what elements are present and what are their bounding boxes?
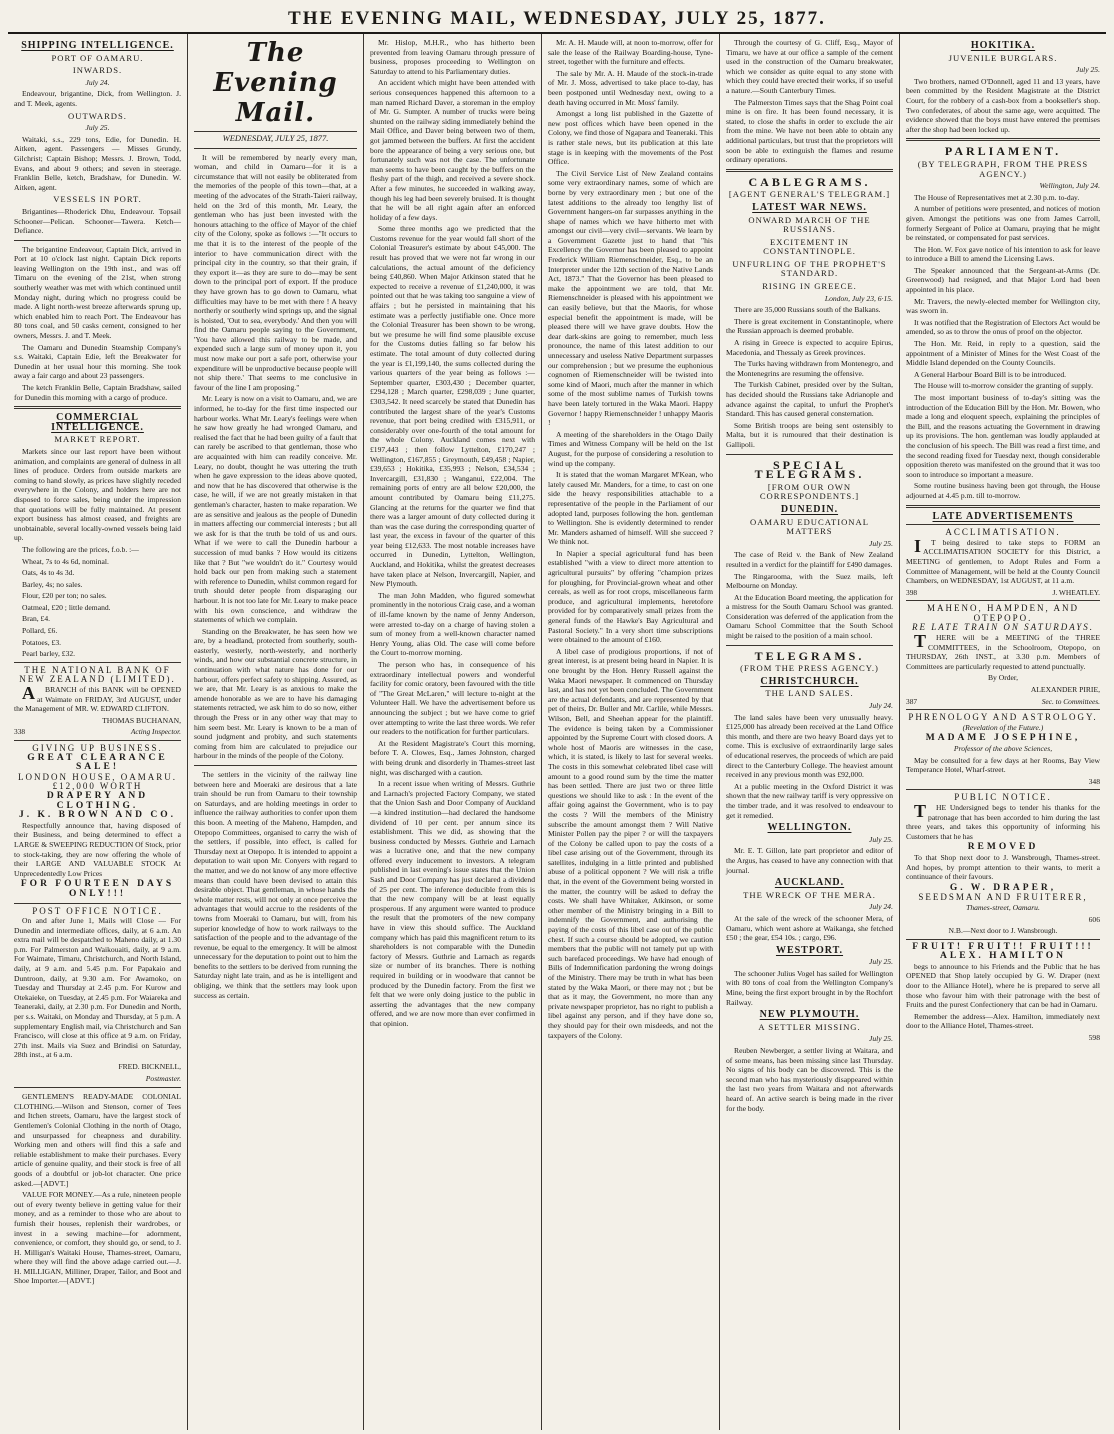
editorial-paragraph: The settlers in the vicinity of the railway line between here and Moeraki are desirous that a late train should be run from Oamaru to their township on Saturdays, and are holding meetings in order to influence the railway authorities to confer upon them this boon. A meeting of the Maheno, Hampden, and Otepopo Committees, organised to carry the wish of the settlers, if possible, into effect, is called for Thursday next at Otepopo. It is intended to appoint a deputation to wait upon Mr. Conyers with regard to the matter, and we do not know of any more effective means than could have been devised to attain this desirable object. That gentleman, in whose hands the whole matter rests, will not only at once perceive the advantages that would accrue to the residents of the towns from Moeraki to Oamaru, but will, from his superior knowledge of how to work railways to the satisfaction of the people and to the advantage of the revenue, be equal to the emergency. It will be almost unnecessary for the deputation to point out to him the benefits to the settlers to be derived from running the Saturday night late train, and as he is intelligent and obliging, we think that the settlers may look upon success as certain. — [194, 770, 357, 1000]
giving-up-heading: GIVING UP BUSINESS. — [32, 743, 163, 753]
war-paragraph: The Turks having withdrawn from Montenegro, and the Montenegrins are resuming the offensive. — [726, 359, 893, 378]
inwards-heading: INWARDS. — [72, 65, 123, 76]
news-paragraph: It is stated that the woman Margaret M'Kean, who lately caused Mr. Manders, for a time, to cast on one side the heavy responsibilities attachable to a representative of the people in the Parliament of our adopted land, purposes following the hon. gentleman to Wellington. She is evidently determined to render Mr. Manders ashamed of himself. Will she succeed ? We think not. — [548, 470, 713, 547]
war-dateline: London, July 23, 6·15. — [824, 293, 893, 303]
new-plymouth-heading: NEW PLYMOUTH. — [759, 1009, 860, 1021]
inwards-date: July 24. — [85, 77, 110, 87]
war-paragraph: A rising in Greece is expected to acquire Epirus, Macedonia, and Thessaly as Greek provinces. — [726, 338, 893, 357]
public-notice-advert — [906, 789, 1100, 935]
war-subheading: EXCITEMENT IN CONSTANTINOPLE. — [763, 236, 856, 257]
bank-heading: THE NATIONAL BANK OF NEW ZEALAND (LIMITED). — [19, 664, 176, 685]
telegram-paragraph: The case of Reid v. the Bank of New Zealand resulted in a verdict for the plaintiff for £490 damages. — [726, 550, 893, 569]
telegram-paragraph: The schooner Julius Vogel has sailed for Wellington with 80 tons of coal from the Wellington Company's Mine, being the first export brought in by the Rochfort Railway. — [726, 968, 893, 1007]
price-item: Oatmeal, £20 ; little demand. — [22, 602, 111, 612]
phrenology-subheading: (Revelation of the Future.) — [962, 722, 1044, 732]
price-item: Bran, £4. — [22, 614, 51, 624]
post-office-notice — [14, 903, 181, 1084]
bank-text: ABRANCH of this BANK will be OPENED at Waimate on FRIDAY, 3rd AUGUST, under the Management of MR. W. EDWARD CLIFTON. — [14, 683, 181, 714]
special-subheading: [FROM OUR OWN CORRESPONDENTS.] — [759, 481, 860, 502]
late-train-role: Sec. to Committees. — [1041, 696, 1100, 706]
post-role: Postmaster. — [145, 1073, 181, 1083]
column-6 — [900, 34, 1106, 1430]
acclimatisation-text: IT being desired to take steps to FORM an ACCLIMATISATION SOCIETY for this District, a MEETING of gentlemen, to Adopt Rules and Form a Committee of Management, will be held at the County Council Chambers, on WEDNESDAY, 1st AUGUST, at 11 a.m. — [906, 535, 1100, 586]
news-paragraph: The Civil Service List of New Zealand contains some very extraordinary names, some of which are borne by very extraordinary men ; but one of the latest additions to the already too lengthy list of Government hangers-on far surpasses anything in the shape of names which we have hitherto met with amongst our civil—very civil—servants. We learn by a Government Gazette just to hand that "his Excellency the Governor has been pleased to appoint Frederick William Riemenschneider, Esq., to be an Interpreter under the 12th section of the Native Lands Act, 1873." That the Governor has been pleased to make the appointment we are told, that Mr. Riemenschneider is pleased with his appointment we can easily believe, but that the Maoris, for whose especial benefit the appointment is made, will be pleased there will we have grave doubts. How the dear dark-skins are going to remember, much less pronounce, the name of this latest addition to our unnecessary and useless Native Department surpasses our comprehension ; but we presume the euphonious cognomen of Riemenschneider will be twisted into some kind of Maori, much after the manner in which some of the most sublime names of Turkish towns have been lately tortured in the Waka Maori. Happy Governor ! happy Riemenschneider ! unhappy Maoris ! — [548, 168, 713, 428]
public-notice-text: THE Undersigned begs to tender his thanks for the patronage that has been accorded to him during the last three years, and takes this opportunity of informing his Customers that he has — [906, 800, 1100, 841]
cablegrams-subheading: [AGENT GENERAL'S TELEGRAM.] — [728, 189, 891, 200]
vessels-text: Brigantines—Rhoderick Dhu, Endeavour. Topsail Schooner—Pelican. Schooner—Tawera. Ketch—Defiance. — [14, 206, 181, 236]
mera-heading: THE WRECK OF THE MERA. — [743, 889, 876, 900]
westport-date: July 25. — [868, 957, 893, 967]
madame-heading: MADAME JOSEPHINE, — [925, 733, 1081, 744]
draper-signature: G. W. DRAPER, — [949, 882, 1057, 893]
news-paragraph: An accident which might have been attended with serious consequences happened this afternoon to a man named Richard Daver, a storeman in the employ of Mr. G. Sumpter. A number of trucks were being shunted on the railway siding immediately behind the Mail Office, and Daver being between two of them, got jammed between the buffers. At first the accident bore the appearance of being a very serious one, but fortunately such was not the case. The unfortunate man seems to have been caught by the buffers on the fleshy part of the thigh, and received a severe shock. After a few minutes, he succeeded in walking away, though his leg had been severely bruised. It is thought that he will be all right again after an enforced holiday of a few days. — [370, 78, 535, 222]
news-paragraph: In Napier a special agricultural fund has been established "with a view to direct more attention to agricultural pursuits" by offering "champion prizes for ploughing, for Provincial-grown wheat and other cereals, as well as for root crops, miscellaneous farm produce, and agricultural implements, heretofore provided for by comparatively small prizes from the general funds of the Hawke's Bay Agricultural and Pastoral Society." In a very short time subscriptions were obtained to the amount of £160. — [548, 548, 713, 645]
outwards-text: Waitaki, s.s., 229 tons, Edie, for Dunedin. H. Aitken, agent. Passengers — Misses Grundy, Gilchrist; Captain Bishop; Messrs. J. Brown, Todd, Evans, and about 9 others; and seven in steerage. Franklin Belle, ketch, Bradshaw, for Dunedin. W. Aitken, agent. — [14, 134, 181, 192]
price-item: Flour, £20 per ton; no sales. — [22, 591, 107, 601]
late-train-order: By Order, — [987, 673, 1019, 683]
draper-role: SEEDSMAN AND FRUITERER, — [918, 892, 1088, 903]
telegrams-heading: TELEGRAMS. — [754, 648, 865, 663]
war-paragraph: There is great excitement in Constantinople, where the Russian approach is deemed probable. — [726, 316, 893, 336]
news-paragraph: Some three months ago we predicted that the Customs revenue for the year would fall short of the Colonial Treasurer's estimate by about £45,000. The result has proved that we were not far wrong in our calculations, the actual amount of the deficiency being £40,860. When Major Atkinson stated that he expected to receive a revenue of £1,240,000, it was pointed out that he was taking too sanguine a view of affairs ; but he persisted in maintaining that his estimate was a perfectly justifiable one. Once more the Colonial Treasurer has been shown to be wrong, but we presume he will find some plausible excuse for the Customs duties falling so far below his estimate. The total amount of duty collected during the year is £1,199,140, the sums collected during the various quarters of the year being as follows :—September quarter, £303,430 ; December quarter, £294,128 ; March quarter, £298,039 ; June quarter, £303,542. It need scarcely be stated that Dunedin has contributed the largest share of the year's Customs revenue, that port being credited with £315,911, or considerably over one-fourth of the total amount for the whole Colony. Auckland comes next with £197,443 ; then follow Lyttelton, £170,247 ; Wellington, £167,855 ; Greymouth, £49,458 ; Napier, £39,653 ; Hokitika, £35,993 ; Nelson, £34,534 ; Invercargill, £31,830 ; Wanganui, £22,004. The remaining ports of entry are all below £20,000, the amount contributed by Oamaru being £11,275. Glancing at the returns for the quarter we find that there was a larger amount of duty collected during it than was the case during the corresponding quarter of last year, the excess in favour of the quarter of this year being £12,633. The most notable increases have occurred in Dunedin, Lyttelton, Wellington, Auckland, and Hokitika, whilst the greatest decreases have taken place at Nelson, Invercargill, Napier, and New Plymouth. — [370, 224, 535, 589]
brown-text: Respectfully announce that, having disposed of their Business, and being determined to effect a LARGE & SWEEPING REDUCTION Of Stock, prior to stock-taking, they are now offering the whole of their LARGE AND VALUABLE STOCK At Unprecedentedly Low Prices — [14, 820, 181, 878]
hokitika-heading: HOKITIKA. — [970, 40, 1036, 51]
parliament-heading: PARLIAMENT. — [944, 144, 1062, 159]
worth: £12,000 WORTH — [52, 781, 143, 792]
late-train-heading: RE LATE TRAIN ON SATURDAYS. — [911, 622, 1095, 633]
advert-number: 398 — [906, 587, 918, 597]
advert-number: 348 — [1088, 776, 1100, 786]
outwards-date: July 25. — [85, 123, 110, 133]
column-1 — [8, 34, 188, 1430]
advert-paragraph: VALUE FOR MONEY.—As a rule, nineteen people out of every twenty believe in getting value for their money, and as a reminder to those who are about to furnish their houses, replenish their wardrobes, or invest in a sewing machine—for adornment, convenience, or comfort, they should go, or send, to J. H. Milligan's Waitaki House, Thames-street, Oamaru, where they will find the above adage carried out.—J. H. MILLIGAN, Milliner, Draper, Tailor, and Boot and Shoe Importer.—[ADVT.] — [14, 1190, 181, 1286]
news-paragraph: Mr. Hislop, M.H.R., who has hitherto been prevented from leaving Oamaru through pressure of business, proposes proceeding to Wellington on Saturday to attend to his Parliamentary duties. — [370, 38, 535, 76]
parliament-paragraph: The House will to-morrow consider the granting of supply. — [914, 381, 1093, 391]
late-train-text: THERE will be a MEETING of the THREE COMMITTEES, in the Schoolroom, Otepopo, on THURSDAY, 26th INST., at 3.30 p.m. Members of Committees are particularly requested to attend punctually. — [906, 631, 1100, 671]
parliament-paragraph: It was notified that the Registration of Electors Act would be amended, so as to throw the onus of proof on the objector. — [906, 317, 1100, 337]
war-news-heading: LATEST WAR NEWS. — [752, 201, 867, 213]
war-subheading: RISING IN GREECE. — [762, 281, 857, 292]
shipping-heading: SHIPPING INTELLIGENCE. — [21, 40, 174, 51]
masthead: THE EVENING MAIL, WEDNESDAY, JULY 25, 1877. — [8, 6, 1106, 34]
war-subheading: UNFURLING OF THE PROPHET'S STANDARD. — [732, 258, 887, 279]
price-item: Wheat, 7s to 4s 6d, nominal. — [22, 556, 109, 566]
clearance-advert — [14, 740, 181, 900]
brown-heading: J. K. BROWN AND CO. — [18, 810, 177, 821]
price-item: Pollard, £6. — [22, 626, 58, 636]
late-train-signature: ALEXANDER PIRIE, — [1030, 685, 1100, 695]
draper-nb: N.B.—Next door to J. Wansbrough. — [948, 926, 1058, 936]
shipping-paragraph: The ketch Franklin Belle, Captain Bradshaw, sailed for Dunedin this morning with a cargo of produce. — [14, 383, 181, 402]
news-paragraph: The person who has, in consequence of his extraordinary intellectual powers and wonderful facility for comic oratory, been favoured with the title of "The Great McLaren," will lecture to-night at the Volunteer Hall. We have the advertisement before us announcing the subject ; but we have come to grief over attempting to write the last three words. We refer our readers to the notification for further particulars. — [370, 660, 535, 737]
cablegrams-heading: CABLEGRAMS. — [748, 174, 871, 189]
vessels-heading: VESSELS IN PORT. — [53, 194, 142, 205]
drapery-heading: DRAPERY AND CLOTHING. — [46, 790, 149, 811]
public-notice-heading: PUBLIC NOTICE. — [954, 792, 1052, 803]
hamilton-text: Remember the address—Alex. Hamilton, immediately next door to the Alliance Hotel, Thames-street. — [906, 1011, 1100, 1031]
market-text: Markets since our last report have been without animation, and complaints are general of dulness in all lines of produce. Orders from outside markets are coming to hand slowly, as prices have slightly receded everywhere in the Colony, and holders here are not disposed to force sales, being under the impression that quotations will be fully maintained. At present export business has almost ceased, and freights are unobtainable, several locally-owned vessels being laid up. — [14, 446, 181, 543]
acclimatisation-advert — [906, 524, 1100, 597]
parliament-paragraph: A General Harbour Board Bill is to be introduced. — [914, 369, 1067, 379]
advert-number: 387 — [906, 696, 918, 706]
editorial-paragraph: Mr. Leary is now on a visit to Oamaru, and, we are informed, he to-day for the first time inspected our harbour works. What Mr. Leary's feelings were when he saw how greatly he had wronged Oamaru, and realised the fact that he had been guilty of a fault that can rarely be ascribed to that gentleman, those who are acquainted with him can readily conceive. Mr. Leary, no doubt, thought he was uttering the truth when he gave expression to the ideas above quoted, and now that he has discovered that otherwise is the case, he will, if we are not greatly mistaken in that gentleman's character, hasten to make reparation. We are as sensitive and jealous as the people of Dunedin in matters affecting our commercial interests ; but all we ask for is that the truth be told of us and ours. What if we were to call the Dunedin harbour a succession of mud banks ? How would its citizens like that ? But "we wouldn't do it." Courtesy would hold back our pen from making such a statement with reference to Dunedin, whilst common regard for truth should deter people from disparaging our harbour. It is not too late for Mr. Leary to make peace with his own conscience, and withdraw the statements of which we complain. — [194, 394, 357, 625]
late-train-advert — [906, 600, 1100, 706]
dunedin-heading: DUNEDIN. — [780, 503, 839, 515]
clearance-heading: GREAT CLEARANCE SALE! — [27, 752, 168, 773]
telegram-paragraph: At the Education Board meeting, the application for a mistress for the South Oamaru School was granted. Consideration was deferred of the application from the Oamaru School Committee that the South School might be raised to the position of a main school. — [726, 592, 893, 641]
news-paragraph: Through the courtesy of G. Cliff, Esq., Mayor of Timaru, we have at our office a sample of the cement used in the construction of the Oamaru breakwater, which we consider as quite equal to any stone with which they could have erected their works, if so useful a nature.—South Canterbury Times. — [726, 38, 893, 95]
phrenology-heading: PHRENOLOGY AND ASTROLOGY. — [908, 712, 1098, 723]
land-sales-heading: THE LAND SALES. — [765, 688, 854, 699]
news-paragraph: The Palmerston Times says that the Shag Point coal mine is on fire. It has been found necessary, it is stated, to close the shafts in order to exclude the air from the mine. We have not been able to obtain any additional particulars, but trust that the proprietors will soon be able to extinguish the flames and resume ordinary operations. — [726, 97, 893, 165]
paper-title: The Evening Mail. — [213, 38, 338, 128]
education-heading: OAMARU EDUCATIONAL MATTERS — [750, 516, 869, 537]
land-date: July 24. — [868, 701, 893, 711]
news-paragraph: At the Resident Magistrate's Court this morning, before T. A. Clowes, Esq., James Johnston, charged with being drunk and disorderly in Thames-street last night, was discharged with a caution. — [370, 738, 535, 777]
advert-number: 338 — [14, 727, 26, 737]
war-paragraph: The Turkish Cabinet, presided over by the Sultan, has decided should the Russians take Adrianople and advance against the capital, to unfurl the Prophet's Standard. This has caused general consternation. — [726, 380, 893, 419]
war-subheading: ONWARD MARCH OF THE RUSSIANS. — [748, 214, 871, 235]
telegram-paragraph: At a public meeting in the Oxford District it was shown that the new railway tariff is very oppressive on the timber trade, and it was resolved to endeavour to get it remedied. — [726, 781, 893, 820]
telegram-paragraph: Reuben Newberger, a settler living at Waitara, and of some means, has been missing since last Thursday. No signs of his body can be discovered. This is the second man who has mysteriously disappeared within the last two years from Waitara and not afterwards heard of. An active search is being made in the river for the body. — [726, 1046, 893, 1113]
editorial-title-block — [194, 38, 357, 149]
column-4 — [542, 34, 720, 1430]
war-paragraph: Some British troops are being sent ostensibly to Malta, but it is rumoured that their destination is Gallipoli. — [726, 420, 893, 449]
telegram-paragraph: Mr. E. T. Gillon, late part proprietor and editor of the Argus, has ceased to have any connection with that journal. — [726, 846, 893, 875]
news-paragraph: The sale by Mr. A. H. Maude of the stock-in-trade of Mr. J. Moss, advertised to take place to-day, has been postponed until Wednesday next, owing to a death having occurred in Mr. Moss' family. — [548, 68, 713, 107]
post-heading: POST OFFICE NOTICE. — [32, 905, 163, 916]
new-plymouth-date: July 25. — [868, 1034, 893, 1044]
burglars-date: July 25. — [1075, 65, 1100, 75]
shipping-paragraph: The brigantine Endeavour, Captain Dick, arrived in Port at 10 o'clock last night. Captain Dick reports leaving Wellington on the 19th inst., and was off Timaru on the evening of the 21st, when strong southerly weather was met with which continued until Monday night, during which no progress could be made. A light north-west breeze afterwards sprung up, which enabled him to reach Port. The Endeavour has 80 tons coal, and 50 casks cement, consigned to her owners, Messrs. J. and T. Meek. — [14, 244, 181, 341]
advert-number: 598 — [1088, 1033, 1100, 1043]
fruit-advert — [906, 939, 1100, 1043]
burglars-heading: JUVENILE BURGLARS. — [948, 52, 1058, 63]
draper-address: Thames-street, Oamaru. — [966, 902, 1040, 912]
telegram-paragraph: The Ringarooma, with the Suez mails, left Melbourne on Monday. — [726, 571, 893, 591]
bank-signature: THOMAS BUCHANAN, — [102, 715, 181, 725]
news-paragraph: In a recent issue when writing of Messrs. Guthrie and Larnach's projected Factory Company, we stated that the Union Sash and Door Company of Auckland—a kindred institution—had declared the handsome dividend of 10 per cent. per annum since its establishment. This we did, as showing that the business conducted by Messrs. Guthrie and Larnach was a lucrative one, and that the new company offered every inducement to investors. A telegram published in last evening's issue states that the Union Sash and Door Company has just declared a dividend of 25 per cent. The inference deducible from this is that the new company will be at least equally prosperous. If any argument were wanted to produce the result that the promoters of the new company have in view this should suffice. The Auckland company which has paid this magnificent return to its shareholders is not comparable with the Dunedin factory of Messrs. Guthrie and Larnach as regards size or number of its branches. There is nothing required in building or in woodware that cannot be produced by the Dunedin factory. From the first we felt that we were only doing justice to the public in asserting the advantages that the new company offered, and we are now more than ever confirmed in that opinion. — [370, 779, 535, 1028]
madame-text: May be consulted for a few days at her Rooms, Bay View Temperance Hotel, Wharf-street. — [906, 755, 1100, 775]
education-date: July 25. — [868, 538, 893, 548]
editorial-date: WEDNESDAY, JULY 25, 1877. — [194, 131, 357, 144]
public-notice-text: To that Shop next door to J. Wansbrough, Thames-street. And hopes, by prompt attention to their wants, to merit a continuance of their favours. — [906, 852, 1100, 882]
hamilton-heading: ALEX. HAMILTON — [940, 951, 1066, 962]
madame-role: Professor of the above Sciences, — [953, 744, 1053, 753]
removed-heading: REMOVED — [967, 842, 1039, 853]
column-5 — [720, 34, 900, 1430]
westport-heading: WESTPORT. — [775, 944, 844, 956]
column-3 — [364, 34, 542, 1430]
settler-missing-heading: A SETTLER MISSING. — [758, 1021, 861, 1032]
late-advertisements-heading: LATE ADVERTISEMENTS — [932, 510, 1074, 522]
maheno-heading: MAHENO, HAMPDEN, AND OTEPOPO. — [926, 603, 1079, 623]
price-item: Barley, 4s; no sales. — [22, 579, 83, 589]
price-item: Potatoes, £3. — [22, 637, 62, 647]
hamilton-text: begs to announce to his Friends and the Public that he has OPENED that Shop lately occupied by G. W. Draper (next door to the Alliance Hotel), where he is prepared to serve all those who favour him with their patronage with the best of Fruits and the purest Confectionery that can be had in Oamaru. — [906, 961, 1100, 1010]
port-heading: PORT OF OAMARU. — [51, 52, 144, 63]
inwards-text: Endeavour, brigantine, Dick, from Wellington. J. and T. Meek, agents. — [14, 89, 181, 108]
telegrams-subheading: (FROM THE PRESS AGENCY.) — [740, 663, 879, 674]
mera-date: July 24. — [868, 902, 893, 912]
parliament-paragraph: The Speaker announced that the Sergeant-at-Arms (Dr. Greenwood) had resigned, and that Major Lord had been appointed in his place. — [906, 265, 1100, 295]
telegram-paragraph: The land sales have been very unusually heavy. £125,000 has already been received at the Land Office this month, and there are two heavy Board days yet to come. This is exclusive of extraordinarily large sales of educational reserves, the proceeds of which are paid direct to the Canterbury College. The heaviest amount received in any previous month was £92,000. — [726, 712, 893, 780]
special-telegrams-heading: SPECIAL TELEGRAMS. — [754, 457, 865, 482]
fruit-heading: FRUIT! FRUIT!! FRUIT!!! — [912, 941, 1094, 952]
news-paragraph: Mr. A. H. Maude will, at noon to-morrow, offer for sale the lease of the Railway Boarding-house, Tyne-street, together with the furniture and effects. — [548, 38, 713, 67]
column-2 — [188, 34, 364, 1430]
telegram-paragraph: Two brothers, named O'Donnell, aged 11 and 13 years, have been committed by the Resident Magistrate at the District Court, for the robbery of a cash-box from a bookseller's shop. Two confederates, of about the same age, were acquitted. The evidence showed that the boys must have entered the premises after the shop had been locked up. — [906, 76, 1100, 134]
parliament-subheading: (BY TELEGRAPH, FROM THE PRESS AGENCY.) — [917, 158, 1089, 179]
war-paragraph: There are 35,000 Russians south of the Balkans. — [734, 305, 881, 315]
london-house: LONDON HOUSE, OAMARU. — [18, 771, 177, 782]
post-text: On and after June 1, Mails will Close — For Dunedin and intermediate offices, daily, at 6 a.m. An extra mail will be despatched to Maheno daily, at 1.30 p.m. For Palmerston and Waikouaiti, daily, at 9 a.m. For Waimate, Timaru, Christchurch, and North Island, daily, at 9 a.m. and 5.45 p.m. For Papakaio and Duntroon, daily, at 9.30 a.m. For Awamoko, on Tuesday and Thursday at 2.45 p.m. For Kurow and Otekaieke, on Tuesday, at 2.45 p.m. For Waiareka and Teaneraki, daily, at 2.30 p.m. For Dunedin and North, per s.s. Waitaki, on Monday and Thursday, at 5 p.m. A supplementary English mail, via Christchurch and San Francisco, will close at this office at 9 a.m. on Friday, 27th inst. Mails via Suez and Brindisi on Saturday, 28th inst., at 6 a.m. — [14, 916, 181, 1060]
news-paragraph: The man John Madden, who figured somewhat prominently in the notorious Craig case, and a woman of ill-fame known by the name of Jenny Anderson, were arrested to-day on a charge of having stolen a sum of money from a well-known character named Henry Young, alias Old. The case will come before the Court to-morrow morning. — [370, 590, 535, 658]
acclimatisation-heading: ACCLIMATISATION. — [945, 527, 1061, 538]
parliament-paragraph: Some routine business having been got through, the House adjourned at 4.45 p.m. till to-morrow. — [906, 481, 1100, 500]
news-paragraph: A meeting of the shareholders in the Otago Daily Times and Witness Company will be held on the 1st August, for the purpose of considering a resolution to wind up the company. — [548, 429, 713, 468]
phrenology-advert — [906, 709, 1100, 786]
news-paragraph: A libel case of prodigious proportions, if not of great interest, is at present being heard in Napier. It is one brought by the Hon. Henry Russell against the Waka Maori newspaper. It commenced on Thursday last, and has not yet been concluded. The Government are the actual defendants, and are represented by that pet of theirs, Dr. Buller and Mr. Carlile, while Messrs. Wilson, Bell, and Sheehan appear for the plaintiff. The evidence is being taken by a Commissioner appointed by the Supreme Court with closed doors. A whole host of Maoris are witnesses in the case, which, it is stated, is likely to last for several weeks. The costs in this somewhat celebrated libel case will amount to a good round sum by the time the matter has been settled. There are just two or three little questions we should like to ask : In the event of the affair going against the Government, who is to pay the costs ? Will the members of the Ministry subscribe the amount amongst them ? Will Native Minister Pollen pay the piper ? or will the taxpayers of the Colony be called upon to pay the costs of a libel case arising out of the Government, through its satellites, indulging in a little printed and published abuse of a political opponent ? We will risk a trifle that, in the event of the Government being worsted in the matter, the country will be asked to defray the costs. We shall have Whitaker, Atkinson, or some other member of the Ministry bringing in a Bill to indemnify the Government, and authorising the paying of the costs of this libel case out of the public chest. If such a course should be adopted, we caution members that the public will not tamely put up with such barefaced proceedings. We have had enough of Bills of Indemnification pardoning the wrong doings of the Ministry. There may be truth in what has been stated by the Waka Maori, or there may not ; but be that as it may, the Government, no more than any private newspaper proprietor, has no right to publish a libel against any person, and if they have done so, they should pay for their own misdeeds, and not the taxpayers of the Colony. — [548, 646, 713, 1040]
wellington-date: July 25. — [868, 834, 893, 844]
post-signature: FRED. BICKNELL, — [118, 1062, 181, 1071]
fortnight-heading: FOR FOURTEEN DAYS ONLY!!! — [20, 879, 175, 899]
news-paragraph: Amongst a long list published in the Gazette of new post offices which have been opened in the Colony, we find those of Ngapara and Teaneraki. This is rather stale news, but its publication at this late stage is in keeping with the movements of the Post Office. — [548, 109, 713, 167]
price-item: Oats, 4s to 4s 3d. — [22, 568, 75, 578]
telegram-paragraph: At the sale of the wreck of the schooner Mera, of Oamaru, which went ashore at Waikanga, she fetched £50 ; the gear, £54 10s. ; cargo, £96. — [726, 913, 893, 943]
bank-advert — [14, 662, 181, 737]
advert-paragraph: GENTLEMEN'S READY-MADE COLONIAL CLOTHING.—Wilson and Stenson, corner of Tees and Itchen streets, Oamaru, have the largest stock of Gentlemen's Colonial Clothing in the north of Otago, and unsurpassed for cheapness and durability. Working men and others will find this a safe and reliable establishment to make their purchases. Every article of genuine quality, and their stock is free of all goods of a doubtful or job-lot character. One price asked.—[ADVT.] — [14, 1092, 181, 1188]
parliament-paragraph: Mr. Travers, the newly-elected member for Wellington city, was sworn in. — [906, 296, 1100, 316]
parliament-paragraph: The House of Representatives met at 2.30 p.m. to-day. — [914, 192, 1080, 202]
parliament-paragraph: The Hon. Mr. Reid, in reply to a question, said the appointment of a Minister of Mines for the West Coast of the Middle Island depended on the County Councils. — [906, 339, 1100, 368]
parliament-paragraph: The Hon. W. Fox gave notice of his intention to ask for leave to introduce a Bill to amend the Licensing Laws. — [906, 244, 1100, 264]
parliament-date: Wellington, July 24. — [1039, 181, 1100, 191]
wellington-heading: WELLINGTON. — [767, 822, 852, 834]
auckland-heading: AUCKLAND. — [774, 877, 845, 889]
acclimatisation-signature: J. WHEATLEY. — [1052, 587, 1100, 597]
shipping-paragraph: The Oamaru and Dunedin Steamship Company's s.s. Waitaki, Captain Edie, left the Breakwater for Dunedin at her usual hour this morning. She took away a fair cargo and about 23 passengers. — [14, 342, 181, 381]
christchurch-heading: CHRISTCHURCH. — [760, 675, 859, 687]
columns — [8, 34, 1106, 1430]
bank-role: Acting Inspector. — [130, 727, 181, 737]
commercial-heading: COMMERCIAL INTELLIGENCE. — [51, 412, 144, 433]
parliament-paragraph: A number of petitions were presented, and notices of motion given. Amongst the petitions was one from James Carroll, formerly Sergeant of Police at Oamaru, praying that he might be reinstated, or compensated for past services. — [906, 204, 1100, 243]
advert-number: 606 — [1088, 914, 1100, 924]
price-list — [14, 557, 181, 659]
market-heading: MARKET REPORT. — [54, 434, 141, 445]
editorial-paragraph: It will be remembered by nearly every man, woman, and child in Oamaru—for it is a circumstance that will not easily be obliterated from the memories of the people of this town—that, at a meeting of the advocates of the Strath-Taieri railway, held on the 3rd of this month, Mr. Leary, the gentleman who has just been invested with the honours attaching to the office of Mayor of the chief city of the Colony, spoke as follows :—"It occurs to me that it is to the interest of the people of the interior to have communication direct with the principal city in the country, so that their grain, if they export it—as they are sure to do—may be sent down to the principal port of export. If the produce they have grown has to go down to Oamaru, what difficulties may have to be met with there ! A heavy northerly or southerly wind springs up, and the signal is hoisted, 'Out to sea, everybody.' And then you will find the Oamaru people saying to the Government, 'You have allowed this railway to be made, and expended such a large sum of money upon it, you must now make our port a safe port, otherwise your expenditure will be unproductive because people will not ship there.' That seems to me conclusive in favour of the line I am proposing." — [194, 152, 357, 392]
editorial-paragraph: Standing on the Breakwater, he has seen how we are, by a headland, protected from southerly, south-easterly, westerly, north-westerly, and northerly winds, and how our substantial concrete structure, in continuation with what nature has done for our harbour, offers perfect safety to shipping. Assured, as we are, that Mr. Leary is as anxious to make the amende honorable as we are to have his damaging statements retracted, we ask him to do so now, either through the Press or in any other way that may to him seem best. Mr. Leary is known to be a man of sound judgment and probity, and such statements coming from him are calculated to prejudice our harbour in the minds of the people of the Colony. — [194, 626, 357, 761]
outwards-heading: OUTWARDS. — [68, 110, 127, 121]
parliament-paragraph: The most important business of to-day's sitting was the introduction of the Education Bill by the Hon. Mr. Bowen, who made a long and eloquent speech, explaining the principles of the Bill, and the reasons actuating the Government in drawing up its provisions. The hon. gentleman was loudly applauded at the conclusion of his speech. The Bill was read a first time, and the second reading fixed for Tuesday next, though considerable opposition thereto was manifested on the ground that it was too soon to introduce so important a measure. — [906, 393, 1100, 479]
prices-intro: The following are the prices, f.o.b. :— — [22, 544, 139, 554]
price-item: Pearl barley, £32. — [22, 649, 76, 659]
